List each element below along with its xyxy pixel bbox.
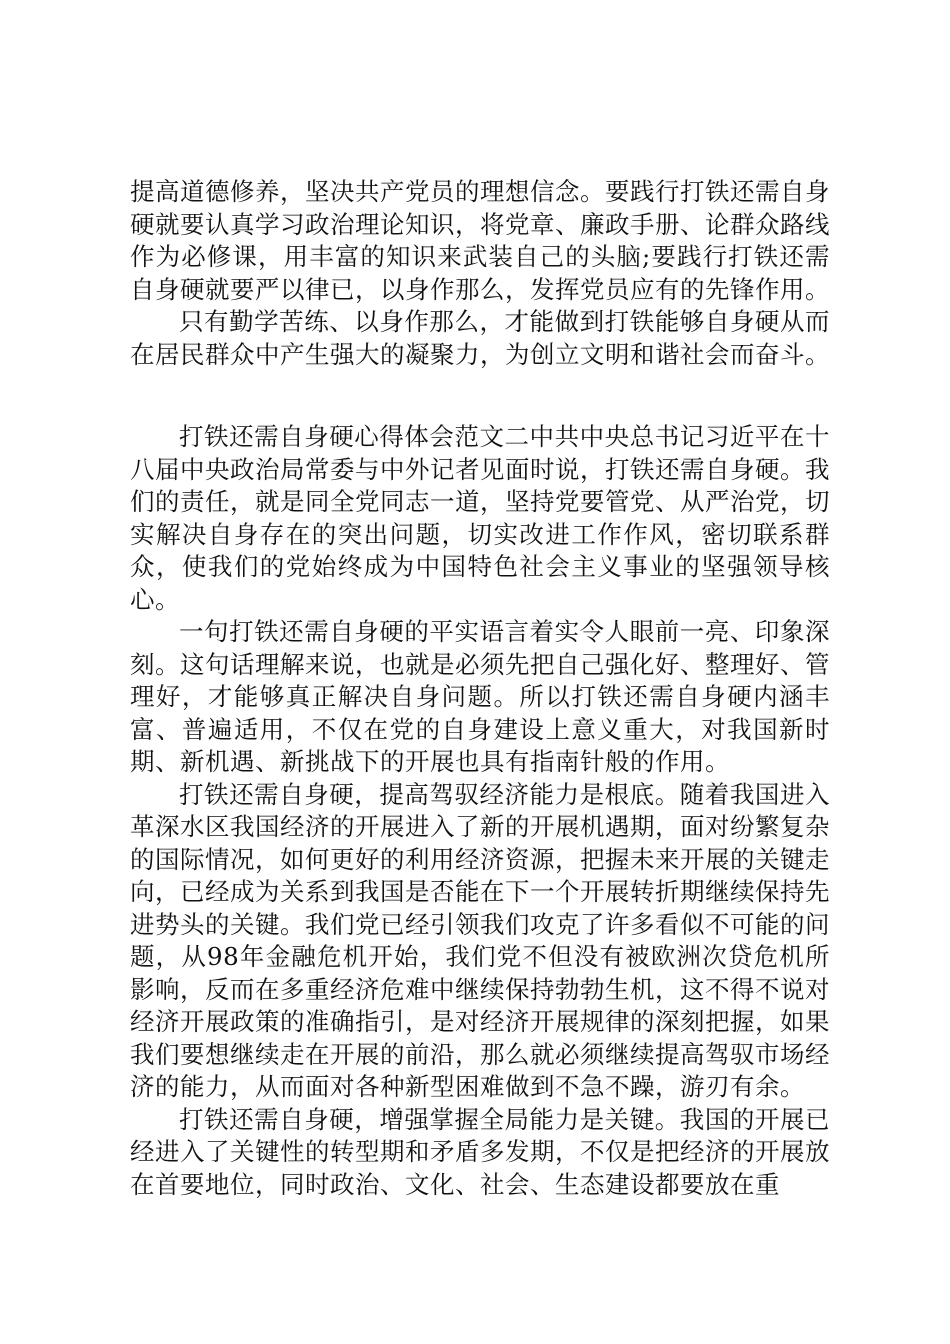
paragraph-continuation: 提高道德修养，坚决共产党员的理想信念。要践行打铁还需自身硬就要认真学习政治理论知识，将党章、廉政手册、论群众路线作为必修课，用丰富的知识来武装自己的头脑;要践行打铁还需自身硬就要严以律已，以身作那么，发挥党员应有的先锋作用。: [130, 177, 830, 304]
paragraph: 一句打铁还需自身硬的平实语言着实令人眼前一亮、印象深刻。这句话理解来说，也就是必须先把自己强化好、整理好、管理好，才能够真正解决自身问题。所以打铁还需自身硬内涵丰富、普遍适用，不仅在党的自身建设上意义重大，对我国新时期、新机遇、新挑战下的开展也具有指南针般的作用。: [130, 617, 830, 776]
paragraph: 打铁还需自身硬心得体会范文二中共中央总书记习近平在十八届中央政治局常委与中外记者见面时说，打铁还需自身硬。我们的责任，就是同全党同志一道，坚持党要管党、从严治党，切实解决自身存在的突出问题，切实改进工作作风，密切联系群众，使我们的党始终成为中国特色社会主义事业的坚强领导核心。: [130, 422, 830, 614]
paragraph: 只有勤学苦练、以身作那么，才能做到打铁能够自身硬从而在居民群众中产生强大的凝聚力，为创立文明和谐社会而奋斗。: [130, 307, 830, 369]
section-one: [130, 176, 830, 371]
paragraph: 打铁还需自身硬，增强掌握全局能力是关键。我国的开展已经进入了关键性的转型期和矛盾多发期，不仅是把经济的开展放在首要地位，同时政治、文化、社会、生态建设都要放在重: [130, 1104, 830, 1199]
section-two: [130, 421, 830, 1201]
paragraph: 打铁还需自身硬，提高驾驭经济能力是根底。随着我国进入革深水区我国经济的开展进入了新的开展机遇期，面对纷繁复杂的国际情况，如何更好的利用经济资源，把握未来开展的关键走向，已经成为关系到我国是否能在下一个开展转折期继续保持先进势头的关键。我们党已经引领我们攻克了许多看似不可能的问题，从98年金融危机开始，我们党不但没有被欧洲次贷危机所影响，反而在多重经济危难中继续保持勃勃生机，这不得不说对经济开展政策的准确指引，是对经济开展规律的深刻把握，如果我们要想继续走在开展的前沿，那么就必须继续提高驾驭市场经济的能力，从而面对各种新型困难做到不急不躁，游刃有余。: [130, 779, 830, 1101]
